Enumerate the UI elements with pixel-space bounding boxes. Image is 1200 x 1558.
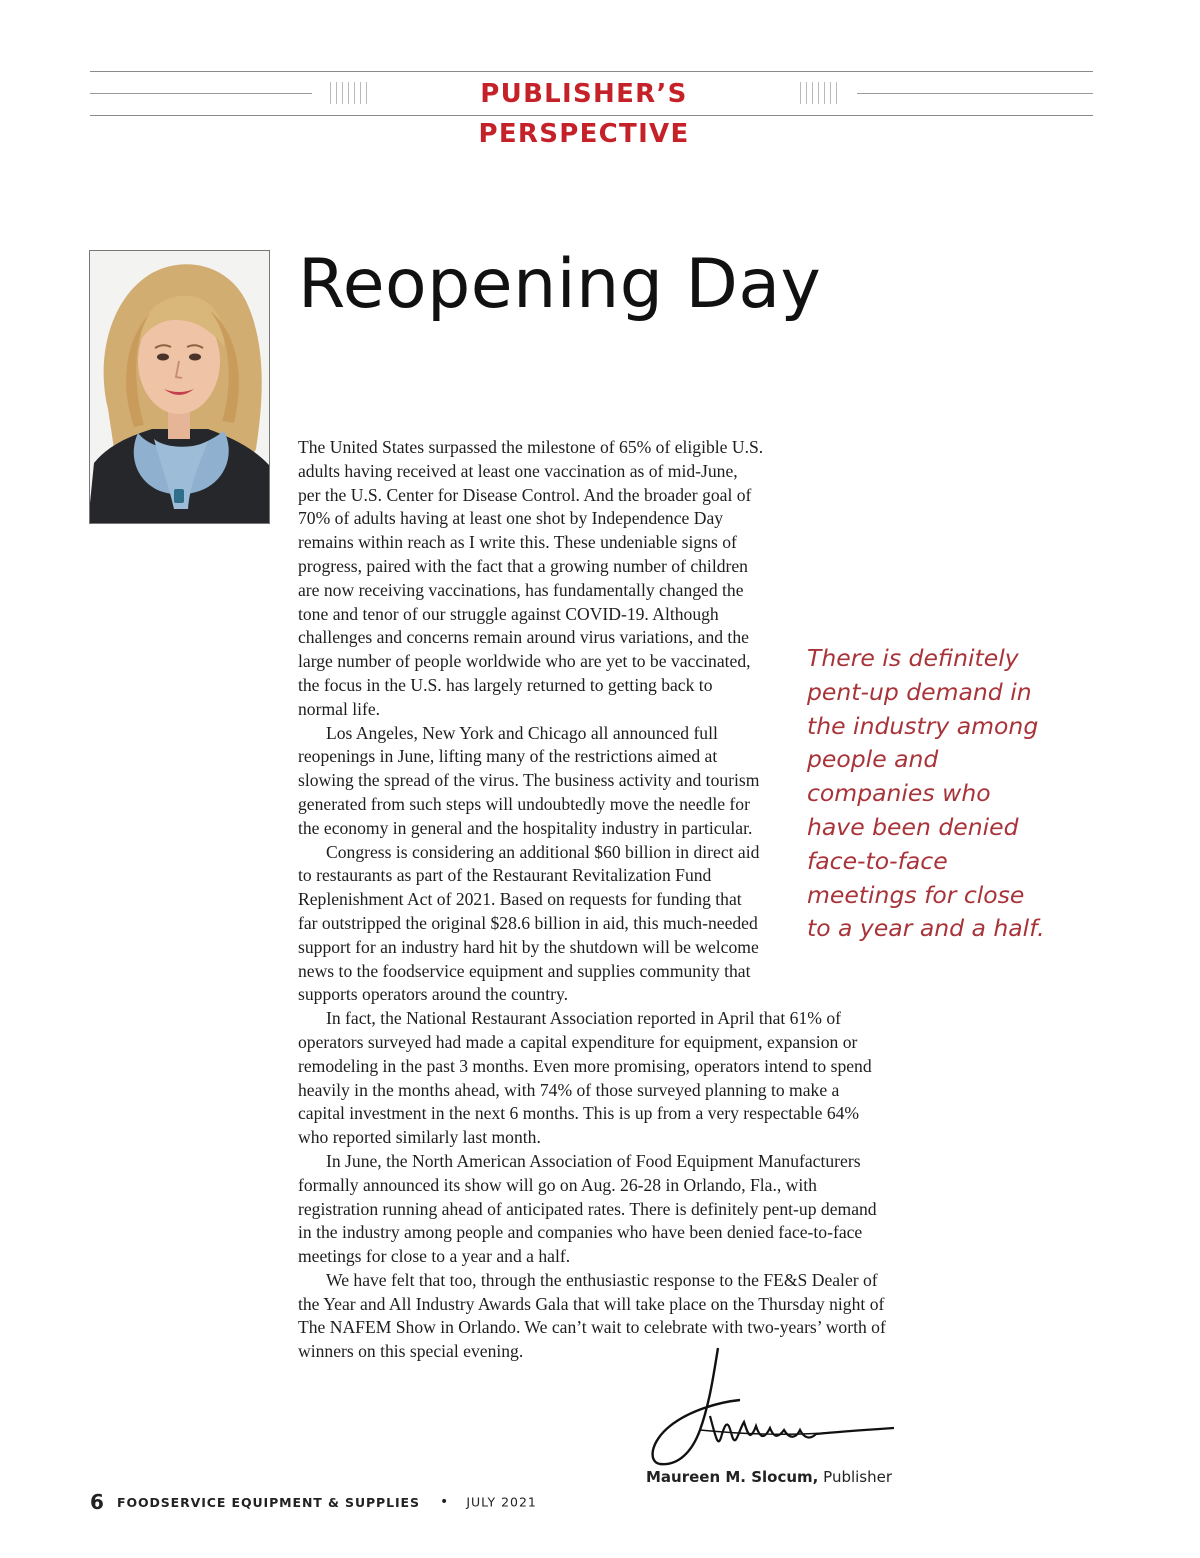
page-number: 6 [90, 1490, 104, 1514]
author-name: Maureen M. Slocum, [646, 1468, 819, 1486]
issue-date: JULY 2021 [466, 1494, 537, 1510]
header-rule-right [857, 93, 1093, 94]
pull-quote: There is definitely pent-up demand in the industry among people and companies who have been denied face-to-face meetings for close to a year and a half. [807, 644, 1045, 943]
author-title: Publisher [823, 1468, 893, 1486]
signature-caption [646, 1468, 906, 1486]
article-paragraph: Los Angeles, New York and Chicago all announced full reopenings in June, lifting many of the restrictions aimed at slowing the spread of the virus. The business activity and tourism generated from such steps will undoubtedly move the needle for the economy in general and the hospitality industry in particular. [298, 722, 760, 838]
publication-name: FOODSERVICE EQUIPMENT & SUPPLIES [117, 1494, 420, 1510]
signature-graphic [640, 1342, 900, 1474]
header-hatch-right [800, 82, 838, 104]
article-paragraph: In fact, the National Restaurant Association reported in April that 61% of operators surveyed had made a capital expenditure for equipment, expansion or remodeling in the past 3 months. Even more promising, operators intend to spend heavily in the months ahead, with 74% of those surveyed planning to make a capital investment in the next 6 months. This is up from a very respectable 64% who reported similarly last month. [298, 1008, 872, 1148]
header-rule-top [90, 71, 1093, 72]
article-paragraph: We have felt that too, through the enthusiastic response to the FE&S Dealer of the Year and All Industry Awards Gala that will take place on the Thursday night of The NAFEM Show in Orlando. We can’t wait to celebrate with two-years’ worth of winners on this special evening. [298, 1269, 886, 1362]
article-paragraph: Congress is considering an additional $60 billion in direct aid to restaurants as part of the Restaurant Revitalization Fund Replenishment Act of 2021. Based on requests for funding that far outstripped the original $28.6 billion in aid, this much-needed support for an industry hard hit by the shutdown will be welcome news to the foodservice equipment and supplies community that supports operators around the country. [298, 841, 760, 1005]
author-portrait-illustration [90, 251, 269, 523]
author-photo [89, 250, 270, 524]
article-headline: Reopening Day [298, 245, 822, 324]
section-title: PUBLISHER’S PERSPECTIVE [478, 79, 690, 149]
header-rule-left [90, 93, 312, 94]
page-footer [90, 1490, 537, 1516]
article-paragraph: The United States surpassed the milestone of 65% of eligible U.S. adults having received at least one vaccination as of mid-June, per the U.S. Center for Disease Control. And the broader goal of 70% of adults having at least one shot by Independence Day remains within reach as I write this. These undeniable signs of progress, paired with the fact that a growing number of children are now receiving vaccinations, has fundamentally changed the tone and tenor of our struggle against COVID-19. Although challenges and concerns remain around virus variations, and the large number of people worldwide who are yet to be vaccinated, the focus in the U.S. has largely returned to getting back to normal life. [298, 437, 764, 719]
handwritten-signature [640, 1342, 900, 1474]
article-paragraph: In June, the North American Association of Food Equipment Manufacturers formally announced its show will go on Aug. 26-28 in Orlando, Fla., with registration running ahead of anticipated rates. There is definitely pent-up demand in the industry among people and companies who have been denied face-to-face meetings for close to a year and a half. [298, 1150, 877, 1267]
section-header [90, 70, 1093, 149]
header-rule-bottom [90, 115, 1093, 116]
footer-separator: • [439, 1494, 449, 1510]
header-hatch-left [330, 82, 368, 104]
article-body [298, 436, 886, 1364]
